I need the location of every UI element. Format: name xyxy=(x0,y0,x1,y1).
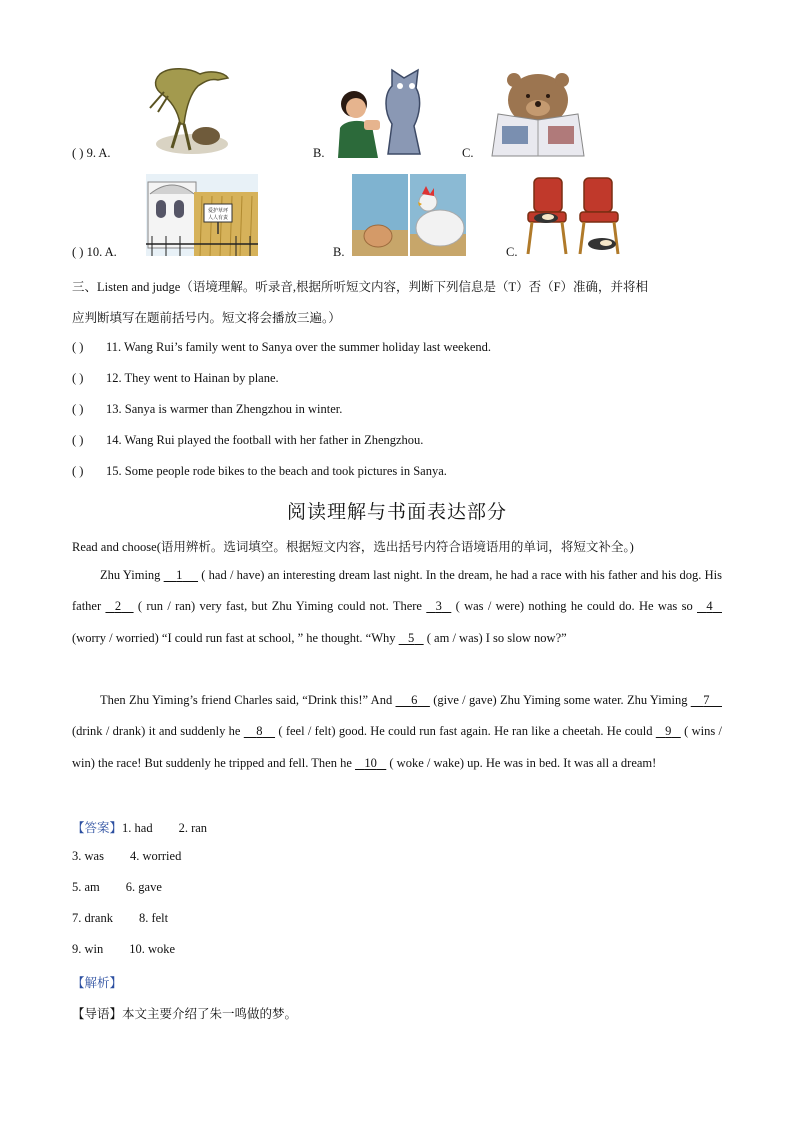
passage-text: (drink / drank) it and suddenly he xyxy=(72,724,244,739)
blank-8[interactable]: 8 xyxy=(256,724,263,739)
egg-and-hen-picture xyxy=(352,174,466,256)
question-10-option-c: C. xyxy=(506,245,518,259)
answer-parenthesis[interactable]: ( ) xyxy=(72,402,84,416)
answer-parenthesis[interactable]: ( ) xyxy=(72,464,84,478)
answer-row-2 xyxy=(72,849,181,864)
judge-item-text: 12. They went to Hainan by plane. xyxy=(106,371,279,385)
answer-parenthesis[interactable]: ( ) xyxy=(72,433,84,447)
answer-item: 5. am xyxy=(72,880,100,894)
blank-9[interactable]: 9 xyxy=(665,724,672,739)
answer-item: 6. gave xyxy=(125,880,162,894)
judge-item-text: 13. Sanya is warmer than Zhengzhou in winter. xyxy=(106,402,343,416)
answer-parenthesis[interactable]: ( ) xyxy=(72,371,84,385)
judge-item-14 xyxy=(72,433,423,448)
judge-item-text: 14. Wang Rui played the football with her father in Zhengzhou. xyxy=(106,433,424,447)
answer-row-1 xyxy=(72,818,207,836)
passage-text: ( feel / felt) good. He could run fast again. He ran like a cheetah. He could xyxy=(275,724,656,739)
question-9-label: ( ) 9. A. xyxy=(72,146,111,160)
answer-row-3 xyxy=(72,880,162,895)
answer-item: 1. had xyxy=(122,821,153,835)
blank-10[interactable]: 10 xyxy=(364,755,377,770)
judge-item-text: 15. Some people rode bikes to the beach and took pictures in Sanya. xyxy=(106,464,447,478)
answer-item: 8. felt xyxy=(138,911,169,925)
question-10-label: ( ) 10. A. xyxy=(72,245,117,259)
question-9-option-b: B. xyxy=(313,146,325,160)
blank-2[interactable]: 2 xyxy=(114,599,122,614)
read-and-choose-instruction: Read and choose(语用辨析。选词填空。根据短文内容，选出括号内符合语境语用的单词，将短文补全。) xyxy=(72,540,634,554)
chairs-picture xyxy=(522,174,636,256)
question-9-option-c: C. xyxy=(462,146,474,160)
blank-5[interactable]: 5 xyxy=(408,630,415,645)
judge-item-11 xyxy=(72,340,491,355)
blank-6[interactable]: 6 xyxy=(411,693,418,707)
judge-item-12 xyxy=(72,371,279,386)
judge-item-13 xyxy=(72,402,342,417)
answer-parenthesis[interactable]: ( ) xyxy=(72,340,84,354)
analysis-label: 【解析】 xyxy=(72,975,123,990)
passage-text: ( am / was) I so slow now?” xyxy=(423,630,567,645)
passage-text: (worry / worried) “I could run fast at school, ” he thought. “Why xyxy=(72,630,399,645)
section3-instruction-line1: 三、Listen and judge（语境理解。听录音,根据所听短文内容，判断下列信息是（T）否（F）准确，并将相 xyxy=(72,280,649,294)
question-10-option-b: B. xyxy=(333,245,345,259)
passage-text: Zhu Yiming xyxy=(100,568,164,582)
guide-text: 本文主要介绍了朱一鸣做的梦。 xyxy=(122,1006,298,1021)
blank-3[interactable]: 3 xyxy=(435,599,442,614)
passage-text: ( had / have) an interesting dream last night. In the dream, he had a race with his father and his dog. His father xyxy=(72,568,722,614)
section-title: 阅读理解与书面表达部分 xyxy=(286,501,507,523)
judge-item-15 xyxy=(72,464,447,479)
section3-instruction-line2: 应判断填写在题前括号内。短文将会播放三遍。） xyxy=(72,311,341,325)
dinosaur-picture xyxy=(140,64,232,158)
answer-label: 【答案】 xyxy=(72,820,123,835)
blank-7[interactable]: 7 xyxy=(703,693,710,707)
svg-text:爱护草坪: 爱护草坪 xyxy=(207,208,229,214)
answer-item: 7. drank xyxy=(72,911,113,925)
bear-reading-book-picture xyxy=(490,70,586,158)
passage-text: Then Zhu Yiming’s friend Charles said, “Drink this!” And xyxy=(100,693,396,707)
svg-text:人人有责: 人人有责 xyxy=(207,215,229,221)
blank-4[interactable]: 4 xyxy=(706,599,713,614)
judge-item-text: 11. Wang Rui’s family went to Sanya over the summer holiday last weekend. xyxy=(106,340,492,354)
lawn-sign-picture xyxy=(146,174,258,256)
passage-paragraph-2 xyxy=(72,685,722,779)
answer-item: 4. worried xyxy=(129,849,182,863)
boy-and-dragon-picture xyxy=(334,64,424,158)
passage-text: ( run / ran) very fast, but Zhu Yiming could not. There xyxy=(133,599,427,614)
answer-item: 9. win xyxy=(72,942,104,956)
passage-text: (give / gave) Zhu Yiming some water. Zhu Yiming xyxy=(429,693,691,707)
passage-paragraph-1 xyxy=(72,560,722,654)
guide-label: 【导语】 xyxy=(72,1006,123,1021)
answer-row-4 xyxy=(72,911,168,926)
answer-item: 3. was xyxy=(72,849,104,863)
guide-line xyxy=(72,1004,297,1022)
answer-row-5 xyxy=(72,942,175,957)
blank-1[interactable]: 1 xyxy=(176,568,183,582)
passage-text: ( wins / win) the race! But suddenly he tripped and fell. Then he xyxy=(72,724,722,770)
passage-text: ( was / were) nothing he could do. He was so xyxy=(451,599,697,614)
passage-text: ( woke / wake) up. He was in bed. It was all a dream! xyxy=(386,755,657,770)
answer-item: 2. ran xyxy=(178,821,208,835)
answer-item: 10. woke xyxy=(129,942,176,956)
